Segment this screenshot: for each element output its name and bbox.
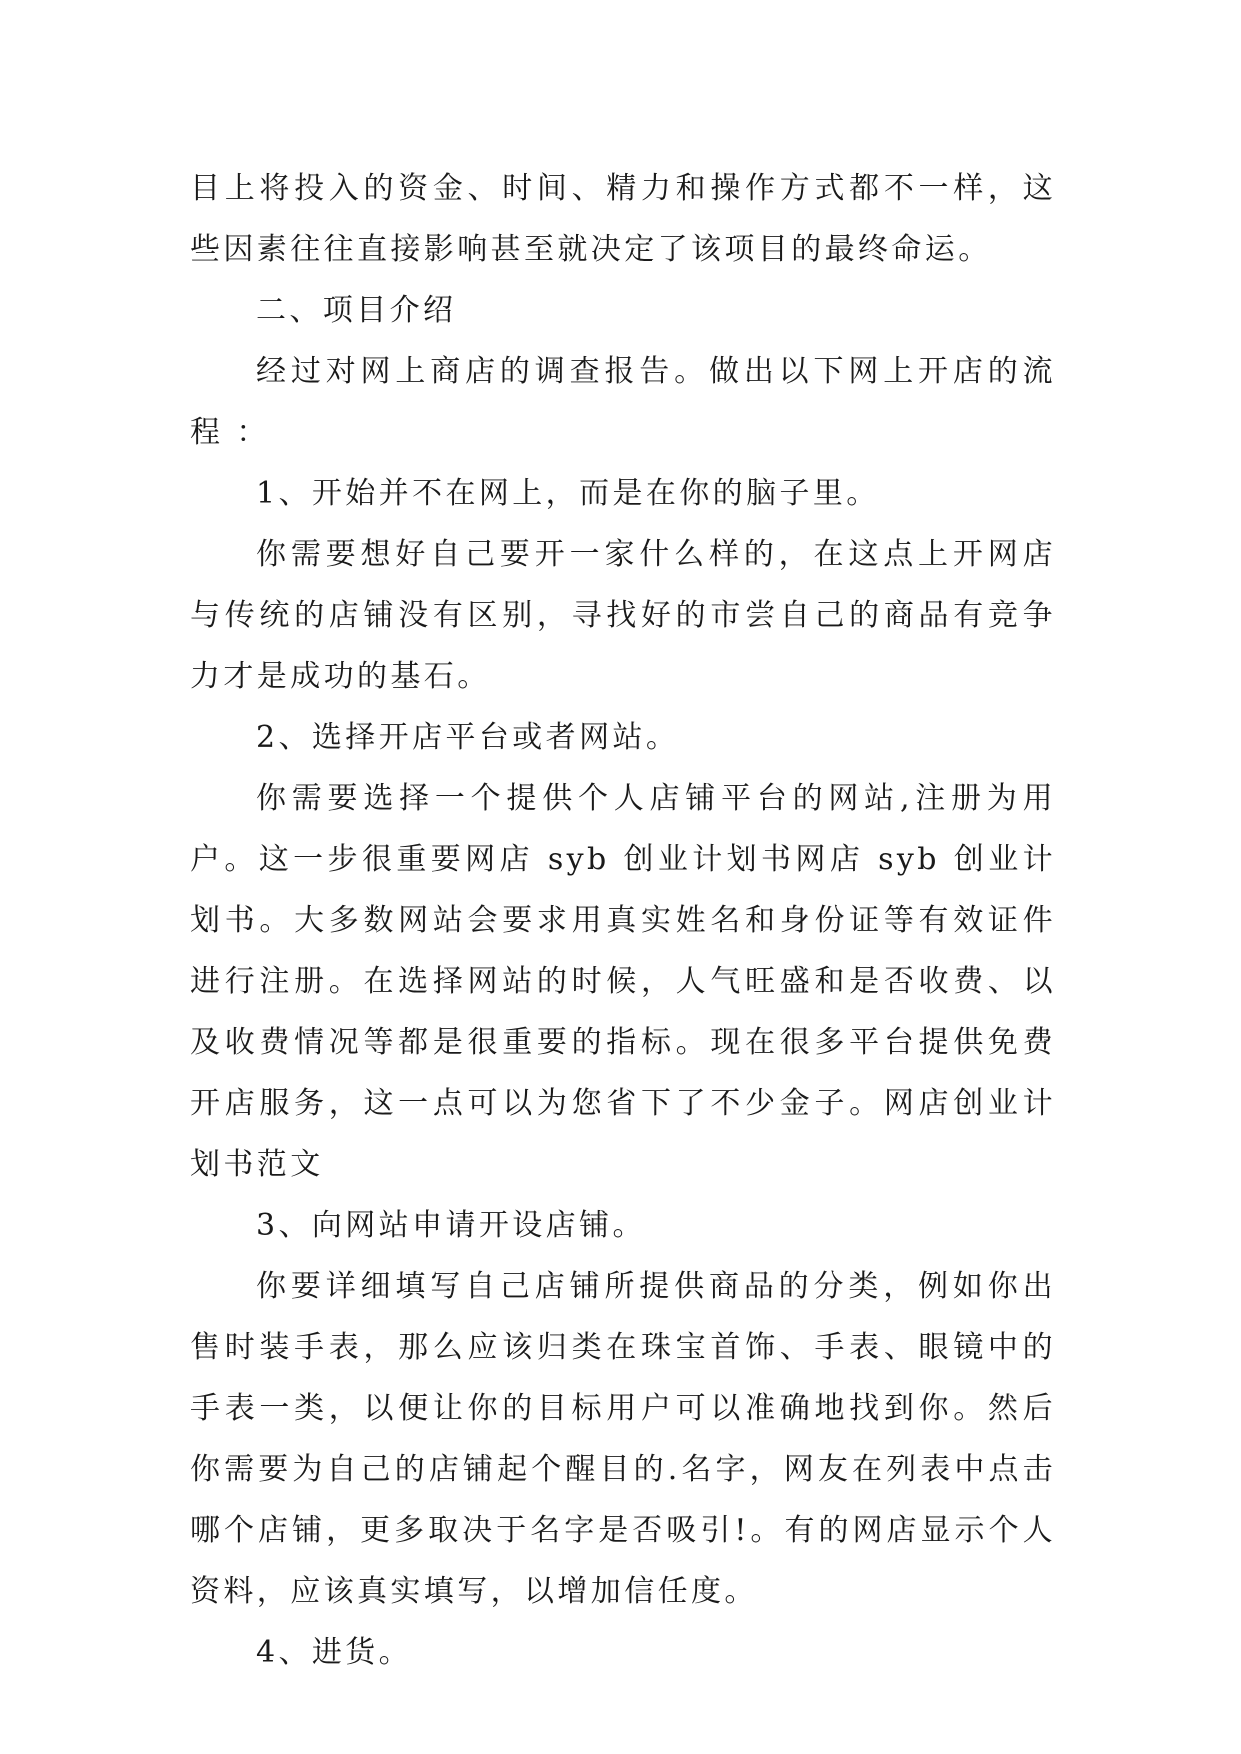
step-1-heading: 1、开始并不在网上，而是在你的脑子里。 [256,476,880,511]
step-3-heading: 3、向网站申请开设店铺。 [256,1208,646,1243]
step-2-heading: 2、选择开店平台或者网站。 [256,720,680,755]
section-heading-project-intro: 二、项目介绍 [256,293,457,328]
step-2-body: 你需要选择一个提供个人店铺平台的网站,注册为用户。这一步很重要网店 syb 创业计划书网店 syb 创业计划书。大多数网站会要求用真实姓名和身份证等有效证件进行注册。在选择网站的时候，人气旺盛和是否收费、以及收费情况等都是很重要的指标。现在很多平台提供免费开店服务，这一点可以为您省下了不少金子。网店创业计划书范文 [190,781,1056,1182]
paragraph-process-intro: 经过对网上商店的调查报告。做出以下网上开店的流程 ： [190,354,1056,450]
paragraph-intro-continuation: 目上将投入的资金、时间、精力和操作方式都不一样，这些因素往往直接影响甚至就决定了该项目的最终命运。 [190,171,1056,267]
document-body [190,158,1056,1683]
step-4-heading: 4、进货。 [256,1635,413,1670]
step-1-body: 你需要想好自己要开一家什么样的，在这点上开网店与传统的店铺没有区别，寻找好的市尝自己的商品有竞争力才是成功的基石。 [190,537,1056,694]
step-3-body: 你要详细填写自己店铺所提供商品的分类，例如你出售时装手表，那么应该归类在珠宝首饰、手表、眼镜中的手表一类，以便让你的目标用户可以准确地找到你。然后你需要为自己的店铺起个醒目的.名字，网友在列表中点击哪个店铺，更多取决于名字是否吸引!。有的网店显示个人资料，应该真实填写，以增加信任度。 [190,1269,1056,1609]
